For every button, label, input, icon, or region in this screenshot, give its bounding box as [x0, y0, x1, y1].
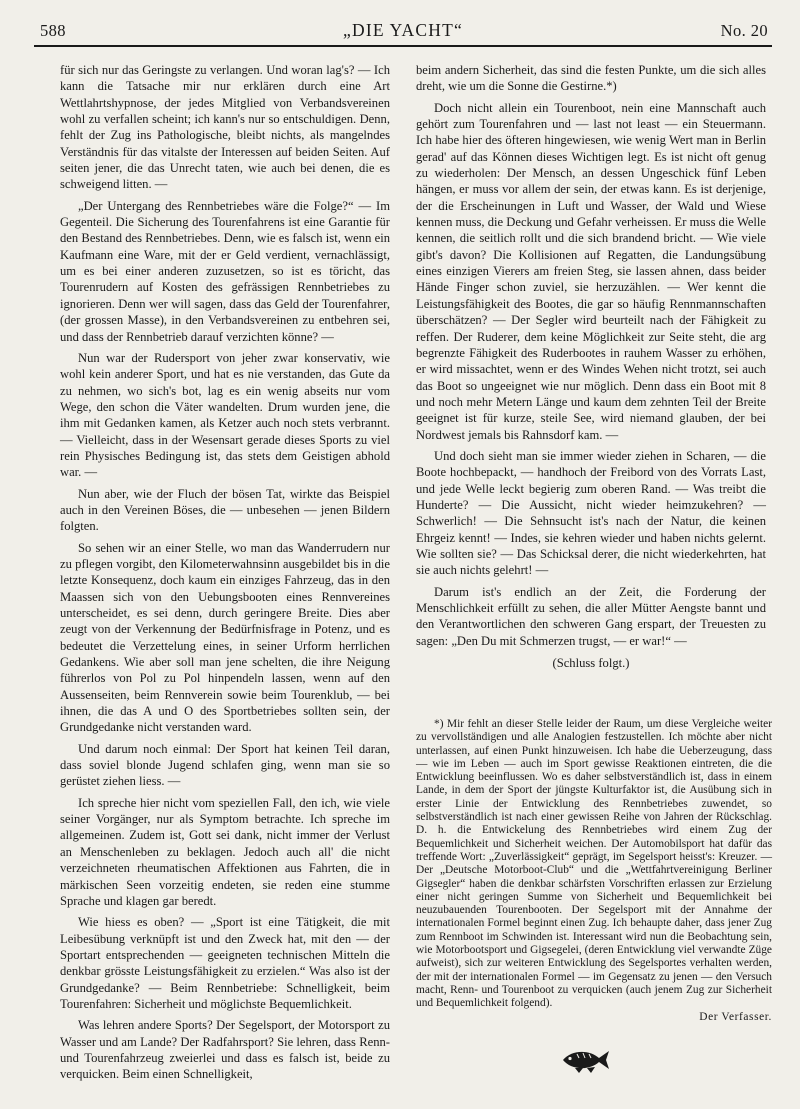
footnote — [416, 718, 772, 1024]
paragraph: Doch nicht allein ein Tourenboot, nein eine Mannschaft auch gehört zum Tourenfahren und — last not least — ein Steuermann. Ich habe hier des öfteren hingewiesen, wie wenig Wert man in Berlin gerad' auf das Können dieses Wichtigen legt. Es ist nicht oft genug zu wiederholen: Der Mensch, an dessen Ungeschick fünf Leben hängen, er muss vor allem der sein, der etwas kann. Es ist derjenige, der die Erscheinungen in Luft und Wasser, der Wald und Wiese kennen muss, die Deckung und Gefahr verheissen. Er muss die Welle kennen, die seitlich rollt und die sich brandend bricht. — Wie viele gibt's davon? Die Kollisionen auf Regatten, die Landungsübung eines einzigen Vierers am freien Steg, sie lassen ahnen, dass beider Hände Finger schon zuviel, sie herzuzählen. — Wer kennt die Leistungsfähigkeit des Bootes, die gar so häufig Rennmannschaften überschätzen? — Der Segler wird beurteilt nach der Fähigkeit zu reffen. Der Ruderer, dem keine Möglichkeit zur Seite steht, die arg begrenzte Fähigkeit des Ruderbootes in rauhem Wasser zu erhöhen, er wird missachtet, wenn er des Windes Wehen nicht trotzt, sei auch das Boot so ungeeignet wie nur möglich. Denn dass ein Boot mit 8 und noch mehr Metern Länge und kaum dem zehnten Teil der Breite geeignet ist für kurze, steile See, wird niemand glauben, der bei Nordwest jemals bis Rahnsdorf kam. — — [416, 100, 766, 442]
author-signature: Der Verfasser. — [699, 1010, 772, 1023]
paragraph: Wie hiess es oben? — „Sport ist eine Tätigkeit, die mit Leibesübung verknüpft ist und den Zweck hat, mit den — der Sportart entsprechenden — geeigneten technischen Mitteln die denkbar grösste Leistungsfähigkeit zu erzielen.“ Was also ist der Grundgedanke? — Beim Rennbetriebe: Schnelligkeit, beim Tourenfahren: Sicherheit und möglichste Bequemlichkeit. — [60, 915, 390, 1011]
paragraph: Nun aber, wie der Fluch der bösen Tat, wirkte das Beispiel auch in den Vereinen Böses, die — unbesehen — jenen Bildern folgten. — [60, 486, 390, 534]
page-number: 588 — [40, 21, 66, 40]
header-rule — [34, 45, 772, 47]
paragraph: „Der Untergang des Rennbetriebes wäre die Folge?“ — Im Gegenteil. Die Sicherung des Tourenfahrens ist eine Garantie für den Bestand des Rennbetriebes. Denn, wie es falsch ist, wenn ein Kaufmann eine Ware, mit der er Geld verdient, vernachlässigt, um es bei einer anderen zuzusetzen, so ist es töricht, das Tourenrudern auf Kosten des gefrässigen Rennbetriebes zu ignorieren. Denn wer will sagen, dass das Geld der Tourenfahrer, (der grossen Masse), in den Verbandsvereinen zu entbehren sei, und dass der Rennbetrieb darauf verzichten könne? — — [60, 198, 390, 344]
paragraph: Darum ist's endlich an der Zeit, die Forderung der Menschlichkeit erfüllt zu sehen, die aller Mütter Aengste bannt und den Verantwortlichen den schweren Gang erspart, der Treuesten zu sagen: „Den Du mit Schmerzen trugst, — er war!“ — — [416, 584, 766, 648]
paragraph: für sich nur das Geringste zu verlangen. Und woran lag's? — Ich kann die Tatsache mir nur erklären durch eine Art Wettlahrtshypnose, der jedes Mitglied von Verbandsvereinen wohl zu verfallen scheint; ich kann's nur so entschuldigen. Denn, fehlt der Zug ins Pathologische, bleibt nichts, als mangelndes Verständnis für das vitalste der Interessen auf beiden Seiten. Auf seiten jener, die das Unrecht taten, wie auch bei denen, die es schweigend litten. — — [60, 63, 390, 192]
paragraph: Nun war der Rudersport von jeher zwar konservativ, wie wohl kein anderer Sport, und hat es nie verstanden, das Gute da zu nehmen, wo sich's bot, lag es ein wenig abseits nur vom Wege, den schon die Väter wandelten. Drum wurden jene, die ihm mit Gedanken kamen, als Ketzer auch noch stets verbrannt. — Vielleicht, dass in der Wesensart gerade dieses Sports zu viel rein Physisches Bedingung ist, das stets dem Geistigen abhold war. — — [60, 350, 390, 480]
closing-note: (Schluss folgt.) — [552, 656, 630, 671]
paragraph: Ich spreche hier nicht vom speziellen Fall, den ich, wie viele seiner Vorgänger, nur als Symptom betrachte. Ich spreche im allgemeinen. Zudem ist, Gott sei dank, nicht immer der Verlust an Menschenleben zu beklagen. Jedoch auch all' die nicht verzeichneten rheumatischen Affektionen aus Fahrten, die in märkischen Seen vorzeitig endeten, sie reden eine stumme Sprache und klagen gar beredt. — [60, 795, 390, 908]
journal-title: „DIE YACHT“ — [343, 20, 463, 40]
left-column — [60, 62, 390, 1088]
fish-vignette-icon — [557, 1046, 613, 1074]
page-header — [34, 18, 772, 44]
paragraph: Was lehren andere Sports? Der Segelsport, der Motorsport zu Wasser und am Lande? Der Radfahrsport? Sie lehren, dass Renn- und Tourenfahrzeug zweierlei und dass es falsch ist, beide zu verquicken. Beim einen Schnelligkeit, — [60, 1018, 390, 1082]
paragraph: So sehen wir an einer Stelle, wo man das Wanderrudern nur zu pflegen vorgibt, den Kilometerwahnsinn ausgebildet bis in die letzte Konsequenz, doch kaum ein einziges Fahrzeug, das in den Maassen sich von den Uebungsbooten eines Rennvereines unterscheidet, es sei denn, durch geringere Breite. Dies aber zeugt von der Verkennung der Bedürfnisfrage in Potenz, und es bedeutet die Verzettelung eines, in seiner Urform herrlichen Gedankens. Wie aber soll man jene schelten, die ihre Neigung führerlos von Pol zu Pol hinpendeln lassen, wenn auf den Aussenseiten, beim Rennverein sowie beim Tourenklub, — bei ihnen, die das A und O des Sportbetriebes sollten sein, der Grundgedanke nicht verstanden ward. — [60, 540, 390, 735]
footnote-text: *) Mir fehlt an dieser Stelle leider der Raum, um diese Vergleiche weiter zu vervollständigen und alle Analogien festzustellen. Ich möchte aber nicht unterlassen, auf einen Punkt hinzuweisen. Ich habe die Ueberzeugung, dass — wie im Leben — auch im Sport gewisse Reaktionen eintreten, die die Entwicklung beeinflussen. Wo es daher selbstverständlich ist, dass in einem Lande, in dem der Sport der jüngste Kulturfaktor ist, die Ausübung sich in erster Linie der Entwicklung des Rennbetriebes zuwendet, so selbstverständlich ist nach einer gewissen Reihe von Jahren der Rückschlag. D. h. die Entwickelung des Rennbetriebes wird einem Zug der Bequemlichkeit und Sicherheit weichen. Der Automobilsport hat dafür das treffende Wort: „Zuverlässigkeit“ geprägt, im Segelsport heisst's: Kreuzer. — Der „Deutsche Motorboot-Club“ und die „Wettfahrtvereinigung Berliner Gigsegler“ haben die denkbar schärfsten Vorschriften erlassen zur Erzielung einer nicht geringen Summe von Sicherheit und Bequemlichkeit bei neuzubauenden Tourenbooten. Der Segelsport mit der Annahme der internationalen Formel beginnt einen Zug. Ich behaupte daher, dass jener Zug zum Rennboot im Schwinden ist. Interessant wird nun die Beobachtung sein, wie Motorbootsport und Gigsegelei, (deren Entwicklung viel verwandte Züge aufweist), sich zur weiteren Entwicklung des Segelsportes verhalten werden, der mit der internationalen Formel — im Gegensatz zu jenen — den Versuch macht, Renn- und Tourenboot zu verquicken (auch jenem Zug zur Sicherheit und Bequemlichkeit folgend). — [416, 718, 772, 1010]
paragraph: beim andern Sicherheit, das sind die festen Punkte, um die sich alles dreht, wie um die Sonne die Gestirne.*) — [416, 63, 766, 94]
issue-number: No. 20 — [720, 21, 768, 40]
right-column — [416, 62, 766, 676]
paragraph: Und doch sieht man sie immer wieder ziehen in Scharen, — die Boote hochbepackt, — handhoch der Freibord von des Vorrats Last, und jede Welle leckt begierig zum oberen Rand. — Was treibt die Hunderte? — Die Aussicht, nicht wieder heimzukehren? — Schwerlich! — Die Sehnsucht ist's nach der Natur, die keinen Ehrgeiz kennt! — Indes, sie kehren wieder und haben nichts gelernt. Wie sollten sie? — Das Schicksal derer, die nicht wiederkehrten, hat sie auch nichts gelehrt! — — [416, 448, 766, 578]
paragraph: Und darum noch einmal: Der Sport hat keinen Teil daran, dass soviel blonde Jugend schlafen ging, wenn man sie so gerüstet ziehen liess. — — [60, 741, 390, 789]
